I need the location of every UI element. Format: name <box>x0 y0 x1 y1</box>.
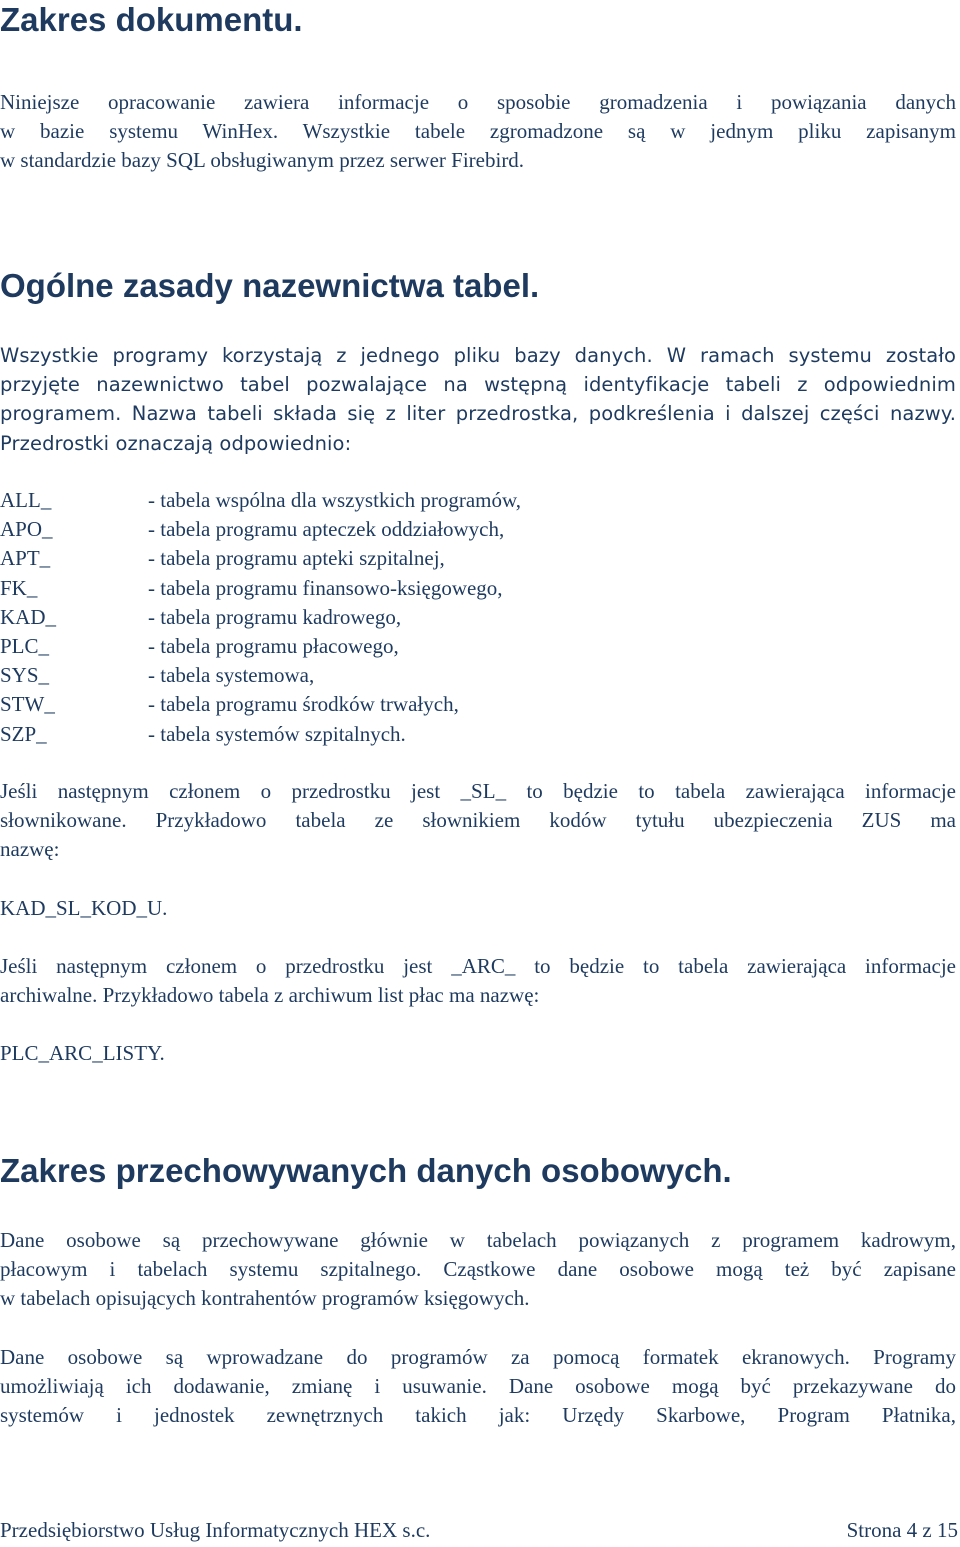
prefix-description: - tabela programu finansowo-księgowego, <box>148 575 503 600</box>
sl-line-3: nazwę: <box>0 837 60 862</box>
pd2-line-3: systemów i jednostek zewnętrznych takich jak: Urzędy Skarbowe, Program Płatnika, <box>0 1403 956 1428</box>
prefix-description: - tabela wspólna dla wszystkich programów, <box>148 488 522 512</box>
prefix-code: KAD_ <box>0 604 56 629</box>
sl-paragraph <box>0 777 956 865</box>
prefix-row <box>0 603 956 632</box>
prefix-description: - tabela programu kadrowego, <box>148 604 402 629</box>
arc-line-1: Jeśli następnym członem o przedrostku jest _ARC_ to będzie to tabela zawierająca informacje <box>0 954 956 978</box>
prefix-description: - tabela systemów szpitalnych. <box>148 721 406 746</box>
prefix-row <box>0 486 956 515</box>
section-title-personal-data: Zakres przechowywanych danych osobowych. <box>0 1152 732 1189</box>
pd2-line-1: Dane osobowe są wprowadzane do programów za pomocą formatek ekranowych. Programy <box>0 1345 956 1369</box>
prefix-row <box>0 544 956 573</box>
prefix-row <box>0 574 956 603</box>
sl-line-1: Jeśli następnym członem o przedrostku jest _SL_ to będzie to tabela zawierająca informacje <box>0 779 956 803</box>
prefix-row <box>0 632 956 661</box>
personal-data-paragraph-1 <box>0 1226 956 1314</box>
prefix-code: PLC_ <box>0 633 50 658</box>
scope-line-2: w bazie systemu WinHex. Wszystkie tabele zgromadzone są w jednym pliku zapisanym <box>0 119 956 144</box>
prefix-list <box>0 486 956 749</box>
prefix-row <box>0 515 956 544</box>
prefix-code: STW_ <box>0 692 55 717</box>
arc-line-2: archiwalne. Przykładowo tabela z archiwum list płac ma nazwę: <box>0 983 540 1008</box>
scope-line-1: Niniejsze opracowanie zawiera informacje o sposobie gromadzenia i powiązania danych <box>0 90 956 114</box>
footer-page-number: Strona 4 z 15 <box>846 1518 958 1542</box>
prefix-row <box>0 661 956 690</box>
naming-line-4: Przedrostki oznaczają odpowiednio: <box>0 431 352 455</box>
section-title-scope: Zakres dokumentu. <box>0 1 303 38</box>
pd1-line-1: Dane osobowe są przechowywane głównie w tabelach powiązanych z programem kadrowym, <box>0 1228 956 1252</box>
footer-company: Przedsiębiorstwo Usług Informatycznych HEX s.c. <box>0 1518 431 1542</box>
personal-data-paragraph-2 <box>0 1343 956 1431</box>
prefix-code: APT_ <box>0 546 51 571</box>
prefix-code: SZP_ <box>0 721 47 746</box>
prefix-description: - tabela systemowa, <box>148 663 315 688</box>
scope-line-3: w standardzie bazy SQL obsługiwanym przez serwer Firebird. <box>0 148 525 173</box>
arc-example: PLC_ARC_LISTY. <box>0 1041 165 1065</box>
prefix-code: APO_ <box>0 517 53 542</box>
sl-example: KAD_SL_KOD_U. <box>0 896 168 920</box>
prefix-row <box>0 690 956 719</box>
prefix-description: - tabela programu apteczek oddziałowych, <box>148 517 505 542</box>
prefix-code: FK_ <box>0 575 38 600</box>
prefix-description: - tabela programu środków trwałych, <box>148 692 459 717</box>
prefix-description: - tabela programu płacowego, <box>148 633 399 658</box>
section-title-naming: Ogólne zasady nazewnictwa tabel. <box>0 267 540 304</box>
sl-line-2: słownikowane. Przykładowo tabela ze słownikiem kodów tytułu ubezpieczenia ZUS ma <box>0 808 956 833</box>
prefix-code: SYS_ <box>0 663 50 688</box>
pd2-line-2: umożliwiają ich dodawanie, zmianę i usuwanie. Dane osobowe mogą być przekazywane do <box>0 1374 956 1399</box>
prefix-description: - tabela programu apteki szpitalnej, <box>148 546 445 571</box>
naming-line-1: Wszystkie programy korzystają z jednego pliku bazy danych. W ramach systemu zostało <box>0 344 956 367</box>
prefix-row <box>0 720 956 749</box>
naming-line-3: programem. Nazwa tabeli składa się z liter przedrostka, podkreślenia i dalszej części nazwy. <box>0 402 956 426</box>
naming-line-2: przyjęte nazewnictwo tabel pozwalające na wstępną identyfikacje tabeli z odpowiednim <box>0 373 956 397</box>
pd1-line-3: w tabelach opisujących kontrahentów programów księgowych. <box>0 1286 530 1311</box>
pd1-line-2: płacowym i tabelach systemu szpitalnego. Cząstkowe dane osobowe mogą też być zapisane <box>0 1257 956 1282</box>
arc-paragraph <box>0 952 956 1010</box>
prefix-code: ALL_ <box>0 488 52 512</box>
scope-paragraph <box>0 88 956 176</box>
naming-paragraph <box>0 341 956 458</box>
